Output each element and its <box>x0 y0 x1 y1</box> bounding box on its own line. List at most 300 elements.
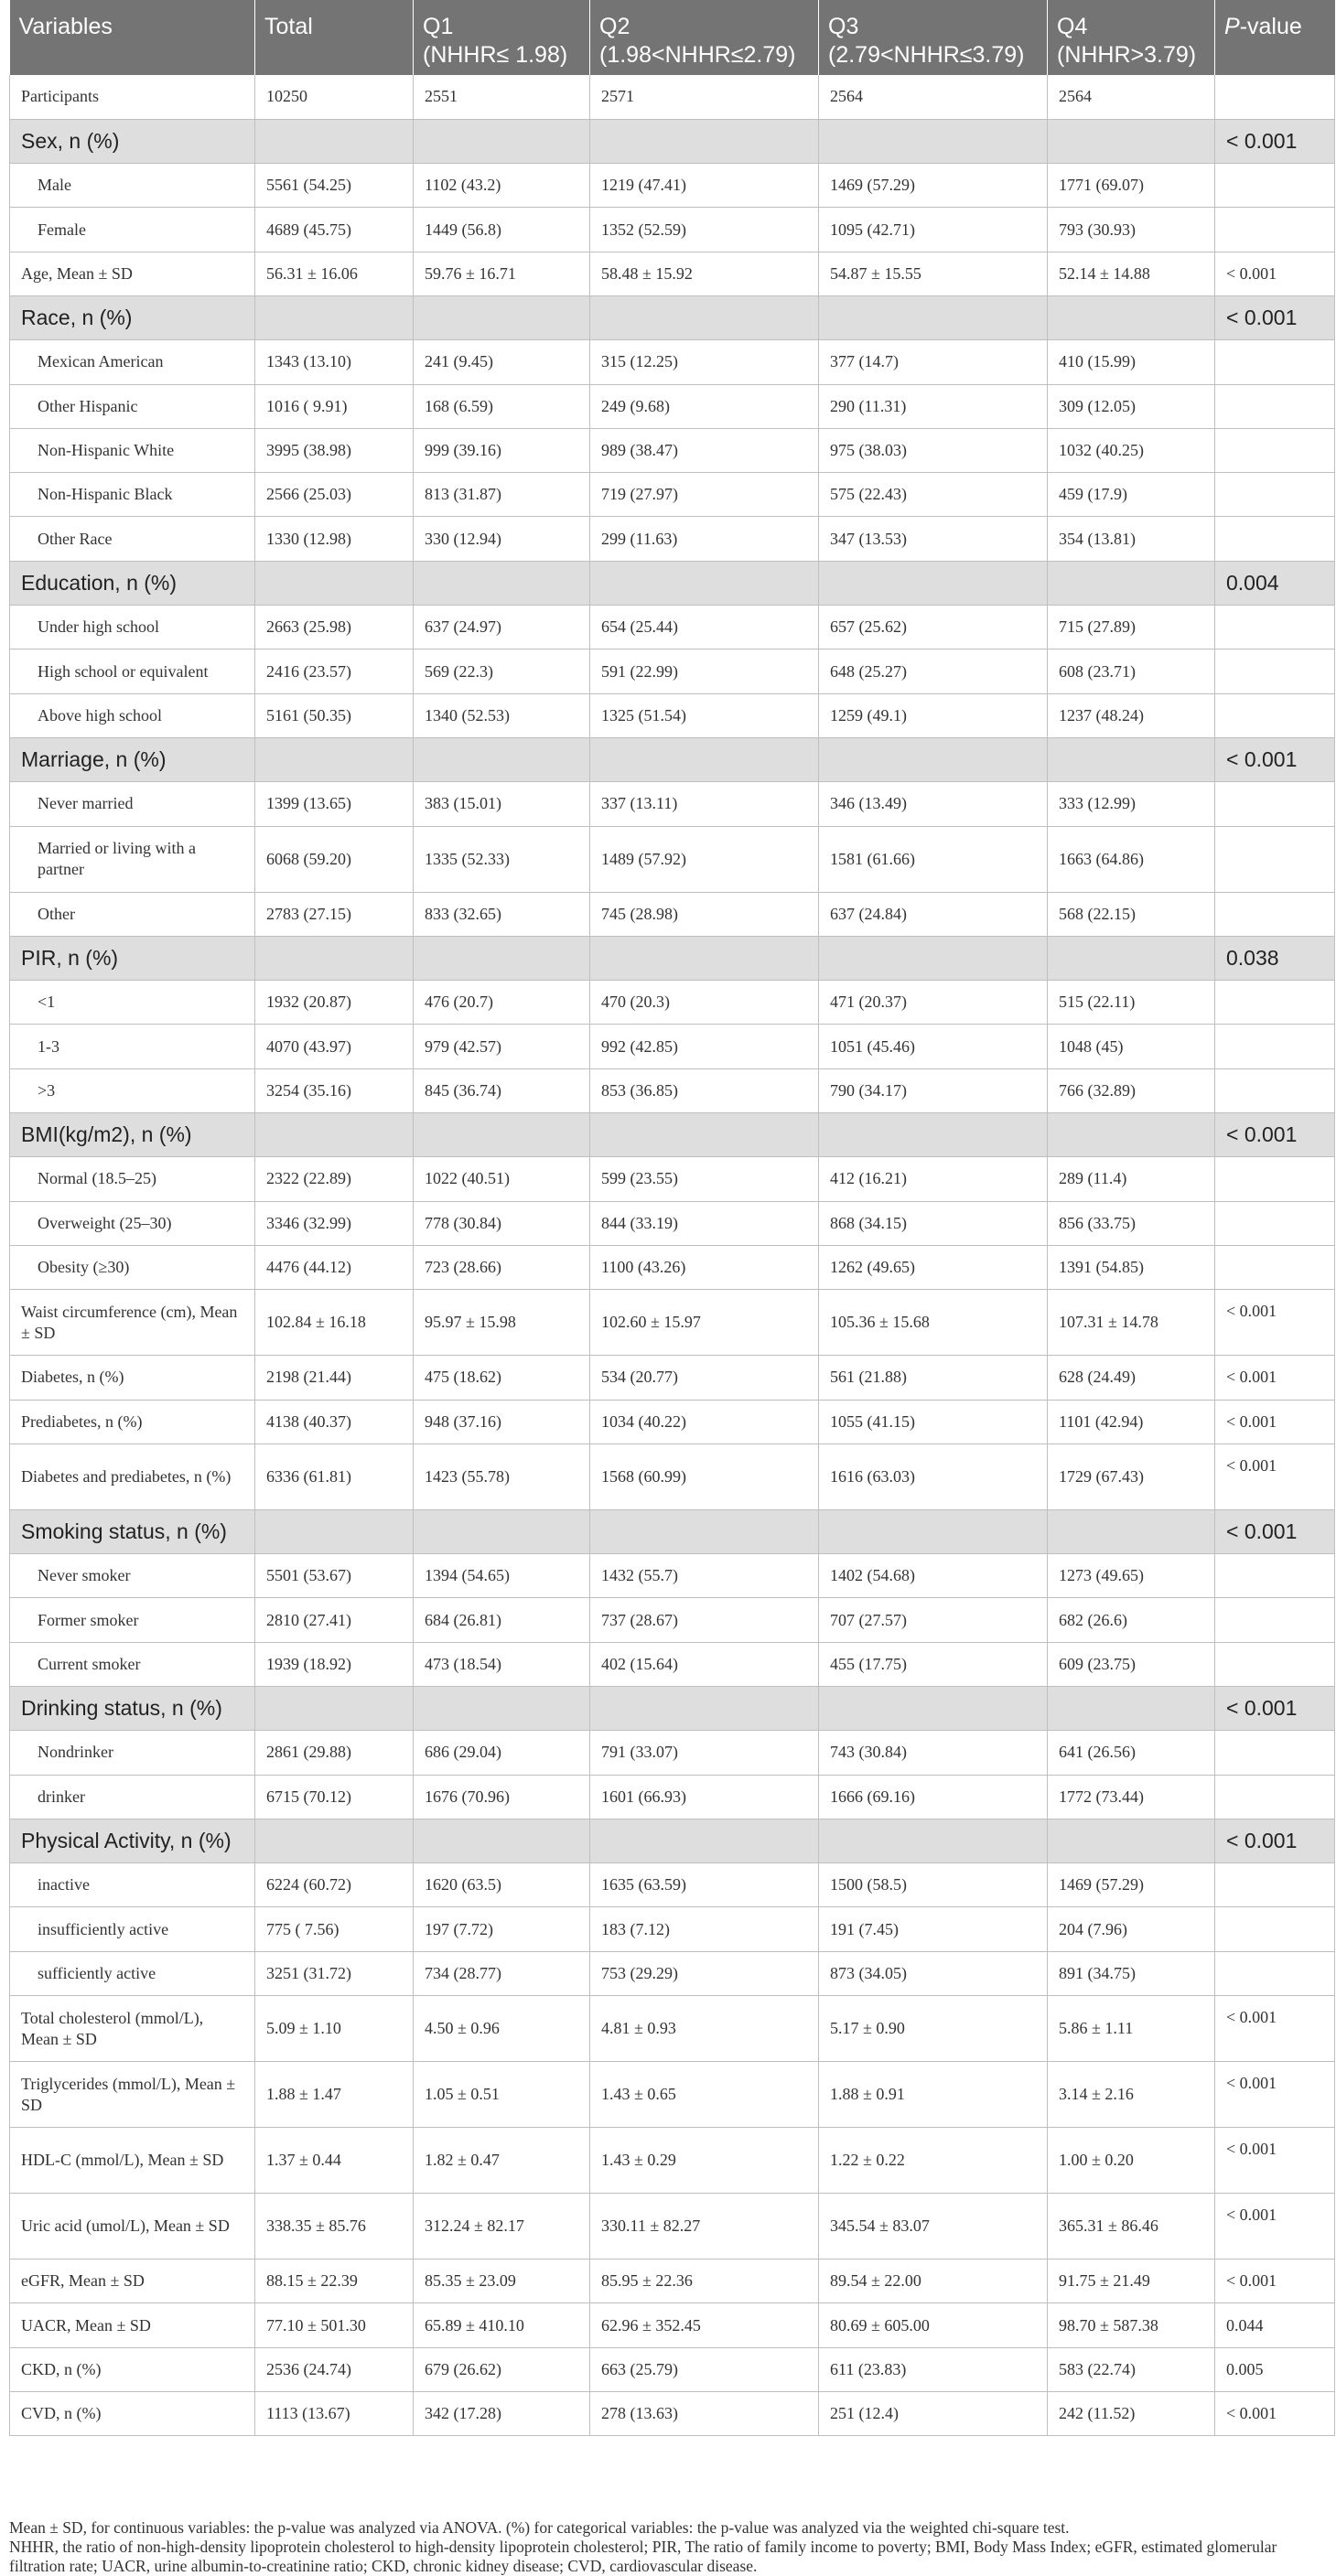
q2-cell: 1100 (43.26) <box>590 1245 819 1289</box>
table-row <box>10 1201 1335 1245</box>
footnote-line-2: NHHR, the ratio of non-high-density lipoprotein cholesterol to high-density lipoprotein cholesterol; PIR, The ratio of family income to poverty; BMI, Body Mass Index; eGFR, estimated glomerular filtration rate; UACR, urine albumin-to-creatinine ratio; CKD, chronic kidney disease; CVD, cardiovascular disease. <box>9 2538 1277 2575</box>
header-q3 <box>819 0 1048 75</box>
q4-cell: 715 (27.89) <box>1048 606 1215 649</box>
table-row <box>10 473 1335 517</box>
q4-cell: 1101 (42.94) <box>1048 1400 1215 1444</box>
variable-label: <1 <box>10 981 255 1025</box>
header-total <box>255 0 414 75</box>
total-cell: 2861 (29.88) <box>255 1731 414 1775</box>
variable-label: Total cholesterol (mmol/L), Mean ± SD <box>10 1996 255 2062</box>
section-header-row <box>10 295 1335 339</box>
section-empty-cell <box>819 1113 1048 1157</box>
header-p-rest: -value <box>1239 14 1302 39</box>
section-empty-cell <box>590 561 819 605</box>
section-empty-cell <box>590 1113 819 1157</box>
q2-cell: 1.43 ± 0.29 <box>590 2128 819 2194</box>
variable-label: Other <box>10 892 255 936</box>
section-empty-cell <box>590 936 819 980</box>
q2-cell: 719 (27.97) <box>590 473 819 517</box>
total-cell: 2810 (27.41) <box>255 1598 414 1642</box>
total-cell: 1343 (13.10) <box>255 340 414 384</box>
section-label: BMI(kg/m2), n (%) <box>10 1113 255 1157</box>
header-q1-range: (NHHR≤ 1.98) <box>423 42 568 68</box>
table-row <box>10 75 1335 119</box>
section-empty-cell <box>414 1687 590 1731</box>
section-empty-cell <box>255 1113 414 1157</box>
p-value-cell: < 0.001 <box>1215 2062 1335 2128</box>
q1-cell: 979 (42.57) <box>414 1025 590 1068</box>
q2-cell: 1432 (55.7) <box>590 1554 819 1598</box>
q3-cell: 873 (34.05) <box>819 1951 1048 1995</box>
q3-cell: 790 (34.17) <box>819 1068 1048 1112</box>
header-p-italic: P <box>1224 14 1240 39</box>
q2-cell: 183 (7.12) <box>590 1907 819 1951</box>
variable-label: Prediabetes, n (%) <box>10 1400 255 1444</box>
variable-label: Never smoker <box>10 1554 255 1598</box>
p-value-cell <box>1215 782 1335 826</box>
section-p-value: < 0.001 <box>1215 1113 1335 1157</box>
variable-label: Diabetes and prediabetes, n (%) <box>10 1444 255 1509</box>
total-cell: 3251 (31.72) <box>255 1951 414 1995</box>
q2-cell: 102.60 ± 15.97 <box>590 1290 819 1356</box>
p-value-cell <box>1215 1068 1335 1112</box>
total-cell: 4138 (40.37) <box>255 1400 414 1444</box>
section-empty-cell <box>1048 295 1215 339</box>
section-header-row <box>10 1113 1335 1157</box>
q4-cell: 515 (22.11) <box>1048 981 1215 1025</box>
q2-cell: 85.95 ± 22.36 <box>590 2259 819 2303</box>
q1-cell: 684 (26.81) <box>414 1598 590 1642</box>
section-empty-cell <box>1048 737 1215 781</box>
q4-cell: 1048 (45) <box>1048 1025 1215 1068</box>
variable-label: Normal (18.5–25) <box>10 1157 255 1201</box>
section-label: Education, n (%) <box>10 561 255 605</box>
q2-cell: 791 (33.07) <box>590 1731 819 1775</box>
total-cell: 2783 (27.15) <box>255 892 414 936</box>
total-cell: 5161 (50.35) <box>255 693 414 737</box>
section-empty-cell <box>590 1819 819 1862</box>
table-row <box>10 1157 1335 1201</box>
q3-cell: 377 (14.7) <box>819 340 1048 384</box>
q4-cell: 1772 (73.44) <box>1048 1775 1215 1819</box>
variable-label: Other Race <box>10 517 255 561</box>
q1-cell: 312.24 ± 82.17 <box>414 2194 590 2259</box>
q4-cell: 1237 (48.24) <box>1048 693 1215 737</box>
p-value-cell <box>1215 1598 1335 1642</box>
q2-cell: 1.43 ± 0.65 <box>590 2062 819 2128</box>
q3-cell: 347 (13.53) <box>819 517 1048 561</box>
q1-cell: 723 (28.66) <box>414 1245 590 1289</box>
q1-cell: 383 (15.01) <box>414 782 590 826</box>
header-q1 <box>414 0 590 75</box>
q3-cell: 1051 (45.46) <box>819 1025 1048 1068</box>
variable-label: Non-Hispanic Black <box>10 473 255 517</box>
section-header-row <box>10 119 1335 163</box>
p-value-cell <box>1215 1731 1335 1775</box>
p-value-cell <box>1215 1157 1335 1201</box>
total-cell: 6336 (61.81) <box>255 1444 414 1509</box>
total-cell: 4476 (44.12) <box>255 1245 414 1289</box>
table-row <box>10 1025 1335 1068</box>
section-empty-cell <box>255 936 414 980</box>
q4-cell: 3.14 ± 2.16 <box>1048 2062 1215 2128</box>
variable-label: Uric acid (umol/L), Mean ± SD <box>10 2194 255 2259</box>
section-label: Race, n (%) <box>10 295 255 339</box>
p-value-cell <box>1215 981 1335 1025</box>
q2-cell: 1219 (47.41) <box>590 164 819 208</box>
table-row <box>10 782 1335 826</box>
q3-cell: 1.88 ± 0.91 <box>819 2062 1048 2128</box>
total-cell: 6715 (70.12) <box>255 1775 414 1819</box>
q1-cell: 948 (37.16) <box>414 1400 590 1444</box>
table-row <box>10 1400 1335 1444</box>
q1-cell: 475 (18.62) <box>414 1356 590 1400</box>
table-row <box>10 649 1335 693</box>
p-value-cell: < 0.001 <box>1215 1444 1335 1509</box>
p-value-cell <box>1215 1863 1335 1907</box>
section-empty-cell <box>1048 936 1215 980</box>
q3-cell: 648 (25.27) <box>819 649 1048 693</box>
q2-cell: 1034 (40.22) <box>590 1400 819 1444</box>
q4-cell: 856 (33.75) <box>1048 1201 1215 1245</box>
q4-cell: 107.31 ± 14.78 <box>1048 1290 1215 1356</box>
total-cell: 1399 (13.65) <box>255 782 414 826</box>
q3-cell: 1095 (42.71) <box>819 208 1048 252</box>
total-cell: 4070 (43.97) <box>255 1025 414 1068</box>
q4-cell: 289 (11.4) <box>1048 1157 1215 1201</box>
section-label: Drinking status, n (%) <box>10 1687 255 1731</box>
p-value-cell <box>1215 208 1335 252</box>
q4-cell: 2564 <box>1048 75 1215 119</box>
section-empty-cell <box>414 119 590 163</box>
section-empty-cell <box>819 119 1048 163</box>
q3-cell: 346 (13.49) <box>819 782 1048 826</box>
q2-cell: 591 (22.99) <box>590 649 819 693</box>
total-cell: 5501 (53.67) <box>255 1554 414 1598</box>
table-row <box>10 693 1335 737</box>
table-row <box>10 164 1335 208</box>
table-row <box>10 2128 1335 2194</box>
q3-cell: 105.36 ± 15.68 <box>819 1290 1048 1356</box>
p-value-cell <box>1215 1201 1335 1245</box>
section-empty-cell <box>819 936 1048 980</box>
section-p-value: 0.004 <box>1215 561 1335 605</box>
q3-cell: 191 (7.45) <box>819 1907 1048 1951</box>
q3-cell: 455 (17.75) <box>819 1642 1048 1686</box>
total-cell: 2322 (22.89) <box>255 1157 414 1201</box>
q3-cell: 1055 (41.15) <box>819 1400 1048 1444</box>
q4-cell: 793 (30.93) <box>1048 208 1215 252</box>
p-value-cell: < 0.001 <box>1215 2391 1335 2435</box>
header-q3-label: Q3 <box>828 14 859 39</box>
table-row <box>10 208 1335 252</box>
total-cell: 3254 (35.16) <box>255 1068 414 1112</box>
table-row <box>10 981 1335 1025</box>
table-row <box>10 1775 1335 1819</box>
table-row <box>10 517 1335 561</box>
p-value-cell: < 0.001 <box>1215 252 1335 295</box>
p-value-cell: < 0.001 <box>1215 1400 1335 1444</box>
q4-cell: 5.86 ± 1.11 <box>1048 1996 1215 2062</box>
table-row <box>10 892 1335 936</box>
p-value-cell: < 0.001 <box>1215 1356 1335 1400</box>
q2-cell: 1601 (66.93) <box>590 1775 819 1819</box>
section-empty-cell <box>819 1509 1048 1553</box>
p-value-cell <box>1215 1025 1335 1068</box>
q1-cell: 197 (7.72) <box>414 1907 590 1951</box>
q2-cell: 2571 <box>590 75 819 119</box>
q2-cell: 299 (11.63) <box>590 517 819 561</box>
section-p-value: < 0.001 <box>1215 737 1335 781</box>
q1-cell: 241 (9.45) <box>414 340 590 384</box>
q3-cell: 1.22 ± 0.22 <box>819 2128 1048 2194</box>
q1-cell: 168 (6.59) <box>414 384 590 428</box>
q1-cell: 330 (12.94) <box>414 517 590 561</box>
total-cell: 3995 (38.98) <box>255 428 414 472</box>
q3-cell: 868 (34.15) <box>819 1201 1048 1245</box>
q4-cell: 459 (17.9) <box>1048 473 1215 517</box>
variable-label: Female <box>10 208 255 252</box>
table-row <box>10 1356 1335 1400</box>
q2-cell: 1352 (52.59) <box>590 208 819 252</box>
table-row <box>10 1951 1335 1995</box>
q4-cell: 354 (13.81) <box>1048 517 1215 561</box>
section-empty-cell <box>255 295 414 339</box>
variable-label: eGFR, Mean ± SD <box>10 2259 255 2303</box>
q2-cell: 470 (20.3) <box>590 981 819 1025</box>
section-p-value: < 0.001 <box>1215 295 1335 339</box>
variable-label: sufficiently active <box>10 1951 255 1995</box>
q2-cell: 599 (23.55) <box>590 1157 819 1201</box>
q3-cell: 743 (30.84) <box>819 1731 1048 1775</box>
q3-cell: 575 (22.43) <box>819 473 1048 517</box>
q1-cell: 734 (28.77) <box>414 1951 590 1995</box>
q2-cell: 745 (28.98) <box>590 892 819 936</box>
total-cell: 5561 (54.25) <box>255 164 414 208</box>
section-empty-cell <box>414 1819 590 1862</box>
section-empty-cell <box>255 119 414 163</box>
q1-cell: 833 (32.65) <box>414 892 590 936</box>
q1-cell: 95.97 ± 15.98 <box>414 1290 590 1356</box>
q2-cell: 1635 (63.59) <box>590 1863 819 1907</box>
table-row <box>10 606 1335 649</box>
total-cell: 2536 (24.74) <box>255 2347 414 2391</box>
header-q3-range: (2.79<NHHR≤3.79) <box>828 42 1025 68</box>
q1-cell: 2551 <box>414 75 590 119</box>
table-footnotes <box>9 2518 1327 2576</box>
q4-cell: 568 (22.15) <box>1048 892 1215 936</box>
q1-cell: 1620 (63.5) <box>414 1863 590 1907</box>
section-p-value: < 0.001 <box>1215 1509 1335 1553</box>
p-value-cell <box>1215 606 1335 649</box>
variable-label: Former smoker <box>10 1598 255 1642</box>
table-header-row <box>10 0 1335 75</box>
q1-cell: 686 (29.04) <box>414 1731 590 1775</box>
q2-cell: 1489 (57.92) <box>590 826 819 892</box>
variable-label: Non-Hispanic White <box>10 428 255 472</box>
total-cell: 10250 <box>255 75 414 119</box>
q3-cell: 80.69 ± 605.00 <box>819 2303 1048 2347</box>
q2-cell: 337 (13.11) <box>590 782 819 826</box>
section-empty-cell <box>819 737 1048 781</box>
variable-label: Above high school <box>10 693 255 737</box>
total-cell: 338.35 ± 85.76 <box>255 2194 414 2259</box>
section-empty-cell <box>1048 119 1215 163</box>
q3-cell: 471 (20.37) <box>819 981 1048 1025</box>
q1-cell: 476 (20.7) <box>414 981 590 1025</box>
q1-cell: 569 (22.3) <box>414 649 590 693</box>
total-cell: 77.10 ± 501.30 <box>255 2303 414 2347</box>
q3-cell: 561 (21.88) <box>819 1356 1048 1400</box>
q3-cell: 412 (16.21) <box>819 1157 1048 1201</box>
total-cell: 1113 (13.67) <box>255 2391 414 2435</box>
table-row <box>10 2303 1335 2347</box>
header-q2-range: (1.98<NHHR≤2.79) <box>599 42 796 68</box>
section-empty-cell <box>590 119 819 163</box>
total-cell: 6224 (60.72) <box>255 1863 414 1907</box>
q2-cell: 1568 (60.99) <box>590 1444 819 1509</box>
section-empty-cell <box>414 561 590 605</box>
q2-cell: 654 (25.44) <box>590 606 819 649</box>
table-row <box>10 1068 1335 1112</box>
q3-cell: 5.17 ± 0.90 <box>819 1996 1048 2062</box>
q2-cell: 737 (28.67) <box>590 1598 819 1642</box>
variable-label: Participants <box>10 75 255 119</box>
q2-cell: 62.96 ± 352.45 <box>590 2303 819 2347</box>
q1-cell: 637 (24.97) <box>414 606 590 649</box>
variable-label: Male <box>10 164 255 208</box>
header-total-label: Total <box>264 14 313 39</box>
variable-label: insufficiently active <box>10 1907 255 1951</box>
total-cell: 1939 (18.92) <box>255 1642 414 1686</box>
section-p-value: 0.038 <box>1215 936 1335 980</box>
section-label: PIR, n (%) <box>10 936 255 980</box>
q1-cell: 679 (26.62) <box>414 2347 590 2391</box>
q4-cell: 1.00 ± 0.20 <box>1048 2128 1215 2194</box>
header-q4 <box>1048 0 1215 75</box>
table-row <box>10 1444 1335 1509</box>
p-value-cell <box>1215 340 1335 384</box>
q2-cell: 402 (15.64) <box>590 1642 819 1686</box>
q3-cell: 975 (38.03) <box>819 428 1048 472</box>
section-empty-cell <box>414 295 590 339</box>
p-value-cell <box>1215 517 1335 561</box>
section-empty-cell <box>1048 1687 1215 1731</box>
p-value-cell <box>1215 1907 1335 1951</box>
header-q4-label: Q4 <box>1057 14 1088 39</box>
q1-cell: 999 (39.16) <box>414 428 590 472</box>
baseline-table-container <box>9 0 1334 2436</box>
table-row <box>10 1598 1335 1642</box>
section-empty-cell <box>819 561 1048 605</box>
q4-cell: 609 (23.75) <box>1048 1642 1215 1686</box>
section-header-row <box>10 1509 1335 1553</box>
total-cell: 1.37 ± 0.44 <box>255 2128 414 2194</box>
q1-cell: 1423 (55.78) <box>414 1444 590 1509</box>
header-q1-label: Q1 <box>423 14 454 39</box>
q3-cell: 1469 (57.29) <box>819 164 1048 208</box>
q4-cell: 410 (15.99) <box>1048 340 1215 384</box>
p-value-cell <box>1215 826 1335 892</box>
p-value-cell: < 0.001 <box>1215 1290 1335 1356</box>
section-p-value: < 0.001 <box>1215 1819 1335 1862</box>
total-cell: 5.09 ± 1.10 <box>255 1996 414 2062</box>
p-value-cell <box>1215 384 1335 428</box>
table-row <box>10 1863 1335 1907</box>
total-cell: 2566 (25.03) <box>255 473 414 517</box>
q2-cell: 844 (33.19) <box>590 1201 819 1245</box>
section-empty-cell <box>414 1113 590 1157</box>
variable-label: Overweight (25–30) <box>10 1201 255 1245</box>
section-empty-cell <box>590 295 819 339</box>
variable-label: Under high school <box>10 606 255 649</box>
section-label: Physical Activity, n (%) <box>10 1819 255 1862</box>
section-empty-cell <box>590 1687 819 1731</box>
section-empty-cell <box>255 1687 414 1731</box>
total-cell: 3346 (32.99) <box>255 1201 414 1245</box>
section-header-row <box>10 561 1335 605</box>
section-empty-cell <box>819 1819 1048 1862</box>
table-row <box>10 2347 1335 2391</box>
variable-label: Never married <box>10 782 255 826</box>
section-empty-cell <box>1048 561 1215 605</box>
q4-cell: 1729 (67.43) <box>1048 1444 1215 1509</box>
q4-cell: 98.70 ± 587.38 <box>1048 2303 1215 2347</box>
variable-label: >3 <box>10 1068 255 1112</box>
section-header-row <box>10 936 1335 980</box>
table-row <box>10 1245 1335 1289</box>
q3-cell: 1581 (61.66) <box>819 826 1048 892</box>
p-value-cell <box>1215 1642 1335 1686</box>
table-row <box>10 340 1335 384</box>
table-row <box>10 2194 1335 2259</box>
section-label: Smoking status, n (%) <box>10 1509 255 1553</box>
section-empty-cell <box>414 1509 590 1553</box>
total-cell: 1016 ( 9.91) <box>255 384 414 428</box>
variable-label: Age, Mean ± SD <box>10 252 255 295</box>
q1-cell: 1676 (70.96) <box>414 1775 590 1819</box>
q3-cell: 1666 (69.16) <box>819 1775 1048 1819</box>
table-row <box>10 384 1335 428</box>
q3-cell: 611 (23.83) <box>819 2347 1048 2391</box>
variable-label: drinker <box>10 1775 255 1819</box>
q4-cell: 682 (26.6) <box>1048 1598 1215 1642</box>
q1-cell: 845 (36.74) <box>414 1068 590 1112</box>
q1-cell: 65.89 ± 410.10 <box>414 2303 590 2347</box>
q2-cell: 4.81 ± 0.93 <box>590 1996 819 2062</box>
table-row <box>10 1554 1335 1598</box>
section-header-row <box>10 1687 1335 1731</box>
table-row <box>10 1907 1335 1951</box>
q4-cell: 1663 (64.86) <box>1048 826 1215 892</box>
q1-cell: 813 (31.87) <box>414 473 590 517</box>
header-q2 <box>590 0 819 75</box>
header-variables <box>10 0 255 75</box>
q2-cell: 278 (13.63) <box>590 2391 819 2435</box>
header-q2-label: Q2 <box>599 14 630 39</box>
variable-label: Married or living with a partner <box>10 826 255 892</box>
p-value-cell: 0.044 <box>1215 2303 1335 2347</box>
variable-label: High school or equivalent <box>10 649 255 693</box>
total-cell: 4689 (45.75) <box>255 208 414 252</box>
header-p-value <box>1215 0 1335 75</box>
table-row <box>10 1731 1335 1775</box>
total-cell: 1330 (12.98) <box>255 517 414 561</box>
q4-cell: 628 (24.49) <box>1048 1356 1215 1400</box>
q1-cell: 1102 (43.2) <box>414 164 590 208</box>
section-empty-cell <box>590 1509 819 1553</box>
variable-label: Waist circumference (cm), Mean ± SD <box>10 1290 255 1356</box>
